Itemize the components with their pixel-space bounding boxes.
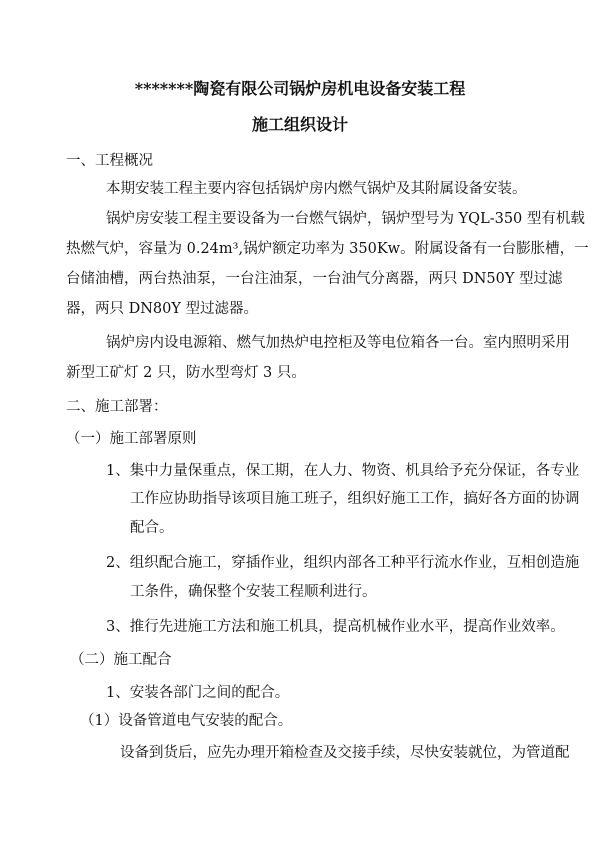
paragraph-line: 器，两只 DN80Y 型过滤器。 xyxy=(66,301,259,317)
paragraph-line: 台储油槽，两台热油泵，一台注油泵，一台油气分离器，两只 DN50Y 型过滤 xyxy=(66,271,563,287)
list-item-line: （1）设备管道电气安装的配合。 xyxy=(80,713,293,729)
paragraph-line: 锅炉房内设电源箱、燃气加热炉电控柜及等电位箱各一台。室内照明采用 xyxy=(106,335,570,351)
list-item-line: 工作应协助指导该项目施工班子，组织好施工工作，搞好各方面的协调 xyxy=(130,491,580,507)
list-item-line: 1、集中力量保重点，保工期，在人力、物资、机具给予充分保证，各专业 xyxy=(106,463,580,479)
document-title: *******陶瓷有限公司锅炉房机电设备安装工程 xyxy=(134,79,466,98)
paragraph-line: 新型工矿灯 2 只，防水型弯灯 3 只。 xyxy=(66,365,306,381)
section-heading-overview: 一、工程概况 xyxy=(66,153,153,169)
list-item-line: 配合。 xyxy=(130,520,174,536)
section-heading-deployment: 二、施工部署： xyxy=(66,399,168,415)
paragraph-line: 热燃气炉，容量为 0.24m³,锅炉额定功率为 350Kw。附属设备有一台膨胀槽，一 xyxy=(66,241,589,257)
paragraph-line: 锅炉房安装工程主要设备为一台燃气锅炉，锅炉型号为 YQL-350 型有机载 xyxy=(106,211,585,227)
list-item-line: 3、推行先进施工方法和施工机具，提高机械作业水平，提高作业效率。 xyxy=(106,619,565,635)
list-item-line: 工条件，确保整个安装工程顺利进行。 xyxy=(130,584,377,600)
list-item-line: 1、安装各部门之间的配合。 xyxy=(106,685,290,701)
paragraph-line: 设备到货后，应先办理开箱检查及交接手续，尽快安装就位，为管道配 xyxy=(120,745,570,761)
list-item-line: 2、组织配合施工，穿插作业，组织内部各工种平行流水作业，互相创造施 xyxy=(106,555,580,571)
document-subtitle: 施工组织设计 xyxy=(251,115,348,134)
paragraph-line: 本期安装工程主要内容包括锅炉房内燃气锅炉及其附属设备安装。 xyxy=(106,181,527,197)
subsection-heading-principles: （一）施工部署原则 xyxy=(66,431,197,447)
subsection-heading-coordination: （二）施工配合 xyxy=(70,652,172,668)
